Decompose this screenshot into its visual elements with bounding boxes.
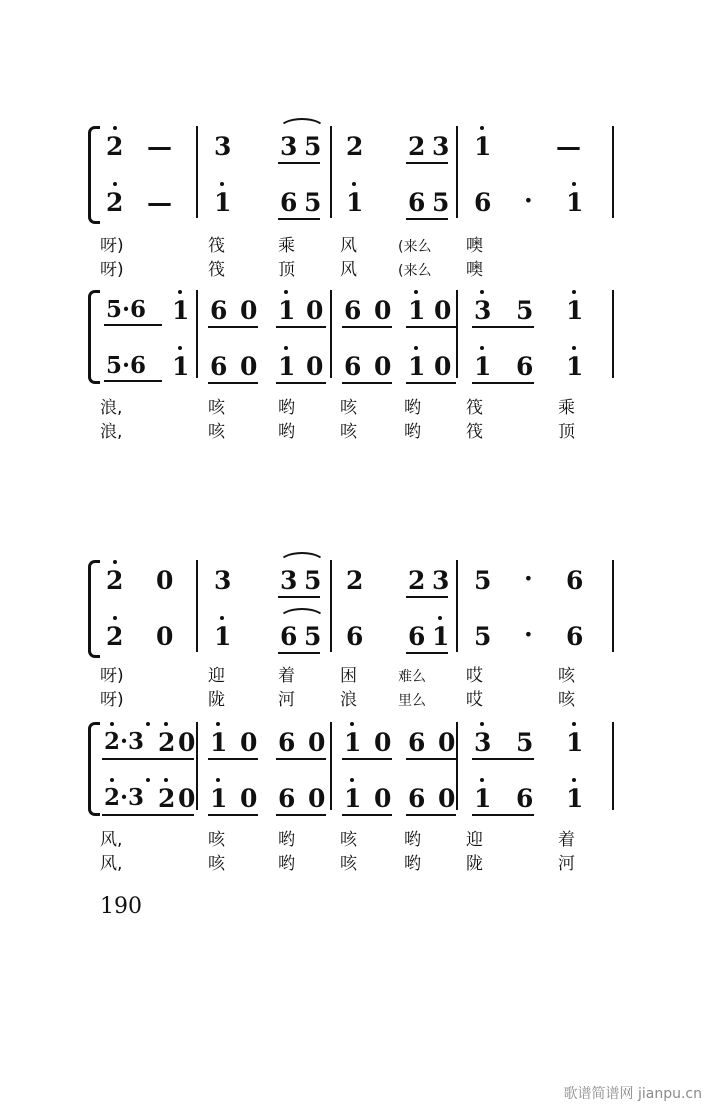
note: 1 [210,784,228,813]
lyric: 哟 [278,854,295,874]
note: 6 [408,188,426,217]
barline [456,722,458,810]
beam [342,814,392,816]
note: 1 [474,132,492,161]
octave-dot [438,616,442,620]
lyric: 筏 [466,398,483,418]
lyric: 顶 [278,260,295,280]
note: 5 [474,566,492,595]
note: 1 [566,784,584,813]
rest: 0 [156,622,174,651]
system-1-voice-brace [88,126,100,224]
lyric: 浪 [340,690,357,710]
note: 3 [280,566,298,595]
barline [196,290,198,378]
lyric: 迎 [466,830,483,850]
octave-dot [113,616,117,620]
beam [276,382,326,384]
note: 5 [304,622,322,651]
beam [406,382,456,384]
note: 5 [516,728,534,757]
note: 5 [304,566,322,595]
octave-dot [164,722,168,726]
note: 6 [408,728,426,757]
note: 6 [210,296,228,325]
lyric: 咳 [340,854,357,874]
lyric: 风 [340,260,357,280]
lyric: 河 [558,854,575,874]
octave-dot [284,290,288,294]
note: 0 [438,728,456,757]
note: 6 [344,296,362,325]
note: 6 [566,566,584,595]
lyric: 乘 [558,398,575,418]
note: 1 [210,728,228,757]
lyric: 呀) [100,236,124,256]
note: 0 [434,352,452,381]
barline [196,722,198,810]
note: 6 [344,352,362,381]
beam [208,326,258,328]
beam [276,814,326,816]
beam [102,814,194,816]
slur [278,608,326,620]
barline [612,290,614,378]
octave-dot [352,182,356,186]
lyric: 着 [278,666,295,686]
octave-dot [350,722,354,726]
note: 2 [158,784,176,813]
barline [612,560,614,652]
note: 5 [516,296,534,325]
note: 0 [434,296,452,325]
note: 5 [304,188,322,217]
sustain-dash: — [147,132,172,161]
note: 1 [172,296,190,325]
lyric: 噢 [466,236,483,256]
beam [278,596,320,598]
lyric: 咳 [208,854,225,874]
note: 5 [432,188,450,217]
lyric: 哟 [404,422,421,442]
beam [276,758,326,760]
note: 3 [214,132,232,161]
lyric: 呀) [100,666,124,686]
page-number: 190 [100,894,142,919]
rest: 0 [156,566,174,595]
octave-dot [146,778,150,782]
lyric: 筏 [208,236,225,256]
octave-dot [572,722,576,726]
beam [342,326,392,328]
note: 6 [566,622,584,651]
note: 2 [106,622,124,651]
lyric: 哎 [466,666,483,686]
octave-dot [414,346,418,350]
octave-dot [572,346,576,350]
beam [472,758,534,760]
lyric: 哟 [404,398,421,418]
note: 6 [516,352,534,381]
note: 0 [240,352,258,381]
beam [406,326,456,328]
note: 2 [408,132,426,161]
lyric: 风, [100,854,123,874]
octave-dot [350,778,354,782]
lyric: 呀) [100,690,124,710]
lyric: 迎 [208,666,225,686]
system-2-voice-brace [88,560,100,658]
lyric: (来么 [398,263,432,279]
augmentation-dot: · [524,186,533,215]
octave-dot [480,290,484,294]
lyric: 哟 [278,398,295,418]
rest: 0 [178,784,196,813]
note-group: 2·3 [104,784,145,811]
octave-dot [284,346,288,350]
beam [278,218,320,220]
lyric: (来么 [398,239,432,255]
beam [472,382,534,384]
note: 1 [566,296,584,325]
barline [330,722,332,810]
augmentation-dot: · [524,620,533,649]
note: 6 [280,188,298,217]
octave-dot [110,722,114,726]
lyric: 咳 [208,422,225,442]
lyric: 咳 [340,422,357,442]
barline [612,126,614,218]
octave-dot [220,182,224,186]
note: 0 [438,784,456,813]
note: 3 [474,728,492,757]
lyric: 着 [558,830,575,850]
beam [406,162,448,164]
beam [104,380,162,382]
note-group: 5·6 [106,296,147,323]
lyric: 哟 [404,830,421,850]
octave-dot [572,778,576,782]
lyric: 陇 [466,854,483,874]
note: 0 [306,352,324,381]
lyric: 呀) [100,260,124,280]
note: 0 [308,728,326,757]
sustain-dash: — [556,132,581,161]
barline [456,560,458,652]
note: 3 [474,296,492,325]
note: 2 [408,566,426,595]
beam [278,652,320,654]
note: 0 [374,352,392,381]
note: 6 [280,622,298,651]
octave-dot [113,182,117,186]
octave-dot [178,290,182,294]
note: 0 [308,784,326,813]
octave-dot [480,346,484,350]
note: 2 [346,132,364,161]
note: 1 [172,352,190,381]
beam [406,652,448,654]
note: 2 [106,132,124,161]
note: 3 [432,566,450,595]
beam [406,596,448,598]
note: 1 [214,622,232,651]
note: 0 [240,296,258,325]
lyric: 哟 [278,422,295,442]
note: 6 [278,784,296,813]
lyric: 咳 [340,398,357,418]
note: 1 [214,188,232,217]
lyric: 咳 [208,398,225,418]
note: 6 [408,622,426,651]
note: 1 [344,728,362,757]
note: 1 [408,296,426,325]
octave-dot [216,722,220,726]
note: 5 [474,622,492,651]
lyric: 风 [340,236,357,256]
note: 1 [278,296,296,325]
barline [196,560,198,652]
slur [278,552,326,564]
beam [406,218,448,220]
note: 0 [374,296,392,325]
barline [330,560,332,652]
note: 3 [432,132,450,161]
barline [196,126,198,218]
note: 1 [432,622,450,651]
beam [406,758,456,760]
lyric: 咳 [558,690,575,710]
note: 1 [566,728,584,757]
note: 6 [278,728,296,757]
barline [612,722,614,810]
octave-dot [480,778,484,782]
beam [342,382,392,384]
slur [278,118,326,130]
sustain-dash: — [147,188,172,217]
octave-dot [480,126,484,130]
system-1-chorus-brace [88,290,100,384]
octave-dot [113,126,117,130]
lyric: 乘 [278,236,295,256]
note: 2 [106,188,124,217]
lyric: 河 [278,690,295,710]
lyric: 筏 [466,422,483,442]
octave-dot [216,778,220,782]
note: 1 [344,784,362,813]
note: 2 [346,566,364,595]
octave-dot [480,722,484,726]
barline [330,126,332,218]
lyric: 风, [100,830,123,850]
note: 6 [474,188,492,217]
beam [342,758,392,760]
lyric: 难么 [398,669,426,685]
lyric: 顶 [558,422,575,442]
lyric: 哎 [466,690,483,710]
lyric: 咳 [208,830,225,850]
lyric: 浪, [100,398,123,418]
note: 1 [474,784,492,813]
lyric: 噢 [466,260,483,280]
beam [472,814,534,816]
note: 0 [374,784,392,813]
note: 6 [408,784,426,813]
system-2-chorus-brace [88,722,100,816]
note: 0 [240,784,258,813]
augmentation-dot: · [524,564,533,593]
note: 0 [374,728,392,757]
lyric: 咳 [340,830,357,850]
lyric: 哟 [278,830,295,850]
lyric: 浪, [100,422,123,442]
lyric: 筏 [208,260,225,280]
rest: 0 [178,728,196,757]
octave-dot [146,722,150,726]
octave-dot [220,616,224,620]
note: 1 [566,352,584,381]
beam [208,814,258,816]
beam [276,326,326,328]
note: 0 [306,296,324,325]
note: 6 [516,784,534,813]
lyric: 陇 [208,690,225,710]
note: 3 [214,566,232,595]
note: 5 [304,132,322,161]
beam [472,326,534,328]
octave-dot [113,560,117,564]
octave-dot [164,778,168,782]
octave-dot [178,346,182,350]
barline [456,126,458,218]
beam [208,758,258,760]
note: 6 [210,352,228,381]
beam [208,382,258,384]
note: 2 [158,728,176,757]
lyric: 困 [340,666,357,686]
lyric: 里么 [398,693,426,709]
note: 1 [474,352,492,381]
note: 1 [408,352,426,381]
octave-dot [572,182,576,186]
octave-dot [414,290,418,294]
note-group: 2·3 [104,728,145,755]
barline [330,290,332,378]
note: 3 [280,132,298,161]
beam [102,758,194,760]
octave-dot [572,290,576,294]
note: 6 [346,622,364,651]
beam [278,162,320,164]
barline [456,290,458,378]
note: 1 [346,188,364,217]
lyric: 咳 [558,666,575,686]
note-group: 5·6 [106,352,147,379]
note: 1 [278,352,296,381]
beam [104,324,162,326]
watermark: 歌谱简谱网 jianpu.cn [563,1086,702,1102]
note: 2 [106,566,124,595]
note: 1 [566,188,584,217]
beam [406,814,456,816]
lyric: 哟 [404,854,421,874]
octave-dot [110,778,114,782]
note: 0 [240,728,258,757]
